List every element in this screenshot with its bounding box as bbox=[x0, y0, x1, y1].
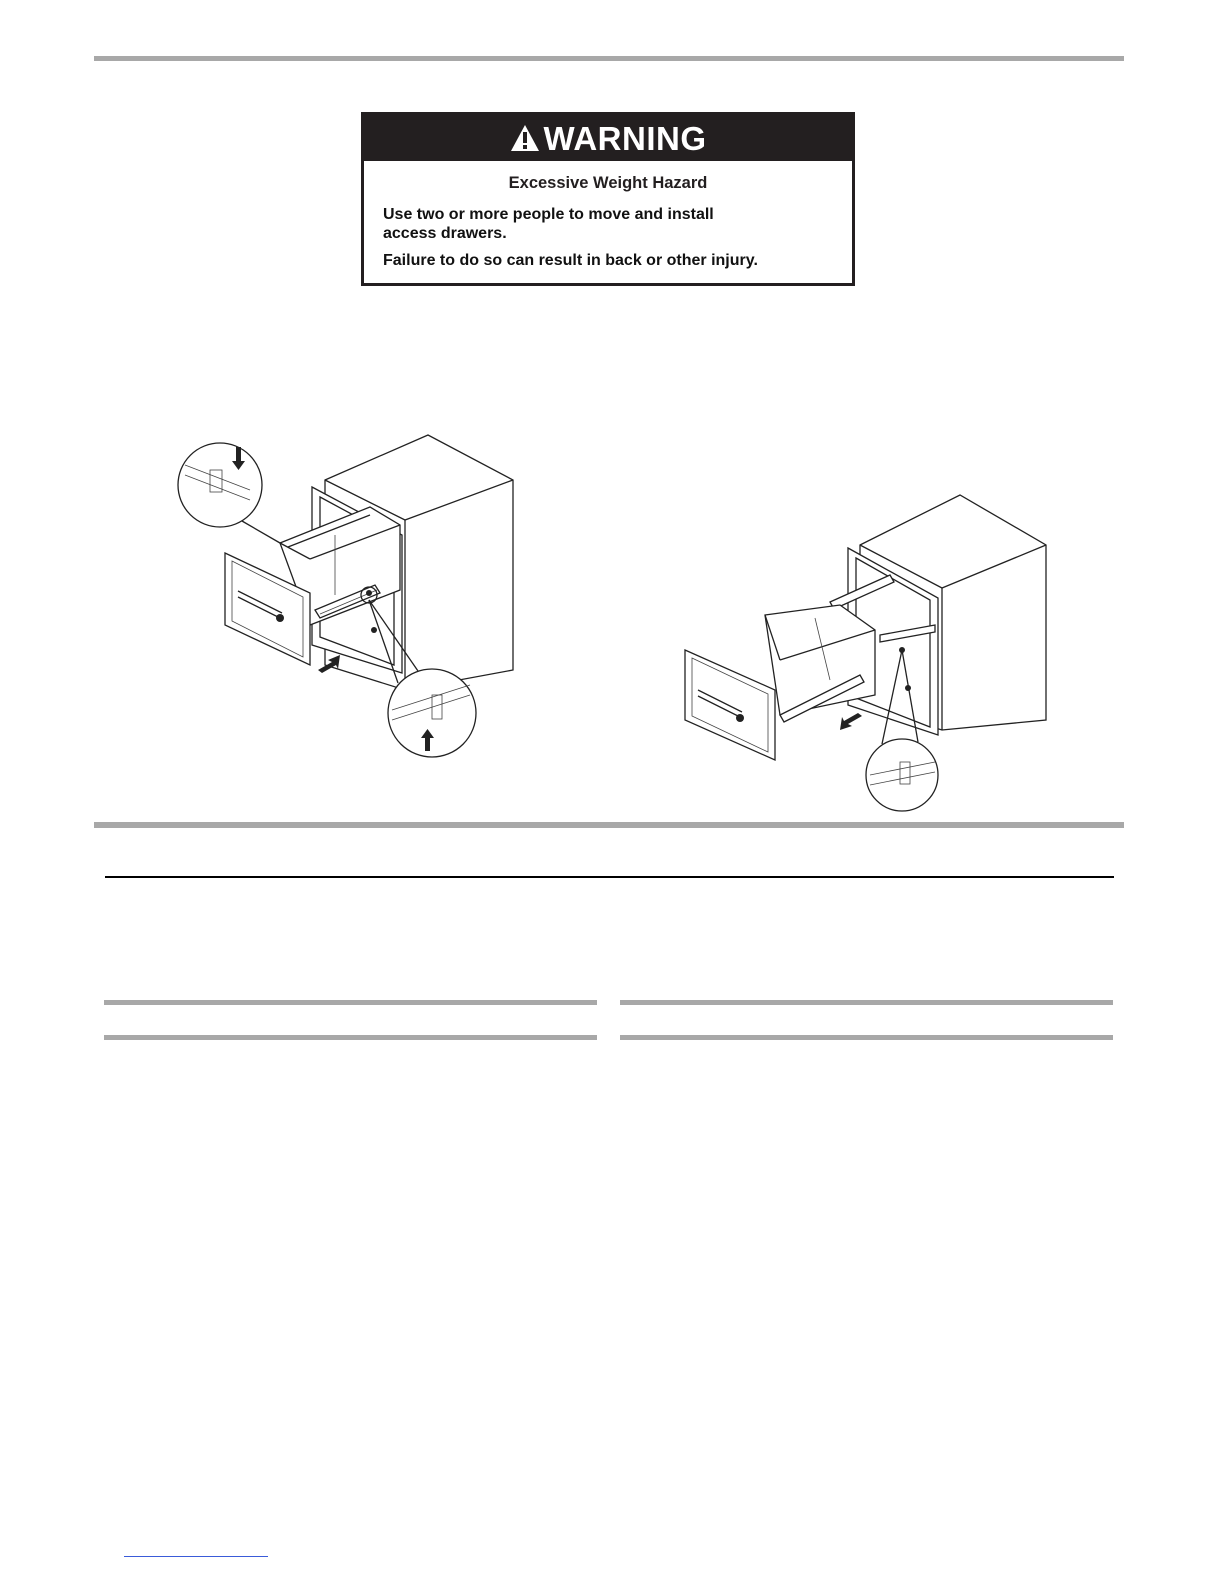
right-column-rule-bottom bbox=[620, 1035, 1113, 1040]
hazard-title: Excessive Weight Hazard bbox=[508, 174, 708, 192]
top-divider bbox=[94, 56, 1124, 61]
warning-triangle-icon bbox=[510, 124, 540, 152]
drawer-removal-illustration bbox=[170, 425, 530, 765]
warning-label bbox=[361, 112, 855, 286]
section-divider bbox=[105, 876, 1114, 878]
drawer-front bbox=[685, 650, 775, 760]
left-column-rule-bottom bbox=[104, 1035, 597, 1040]
footer-link-underline[interactable] bbox=[124, 1556, 268, 1557]
warning-instruction: Use two or more people to move and install access drawers. bbox=[383, 206, 714, 242]
left-column-rule-top bbox=[104, 1000, 597, 1005]
warning-signal-word: WARNING bbox=[543, 119, 707, 157]
detail-circle-engage bbox=[866, 739, 938, 811]
detail-circle-release-top bbox=[178, 443, 262, 527]
warning-consequence: Failure to do so can result in back or other injury. bbox=[383, 252, 758, 269]
warning-header bbox=[364, 115, 852, 161]
drawer-installation-illustration bbox=[680, 490, 1060, 820]
middle-divider bbox=[94, 822, 1124, 828]
right-column-rule-top bbox=[620, 1000, 1113, 1005]
push-arrow-icon bbox=[840, 713, 862, 730]
